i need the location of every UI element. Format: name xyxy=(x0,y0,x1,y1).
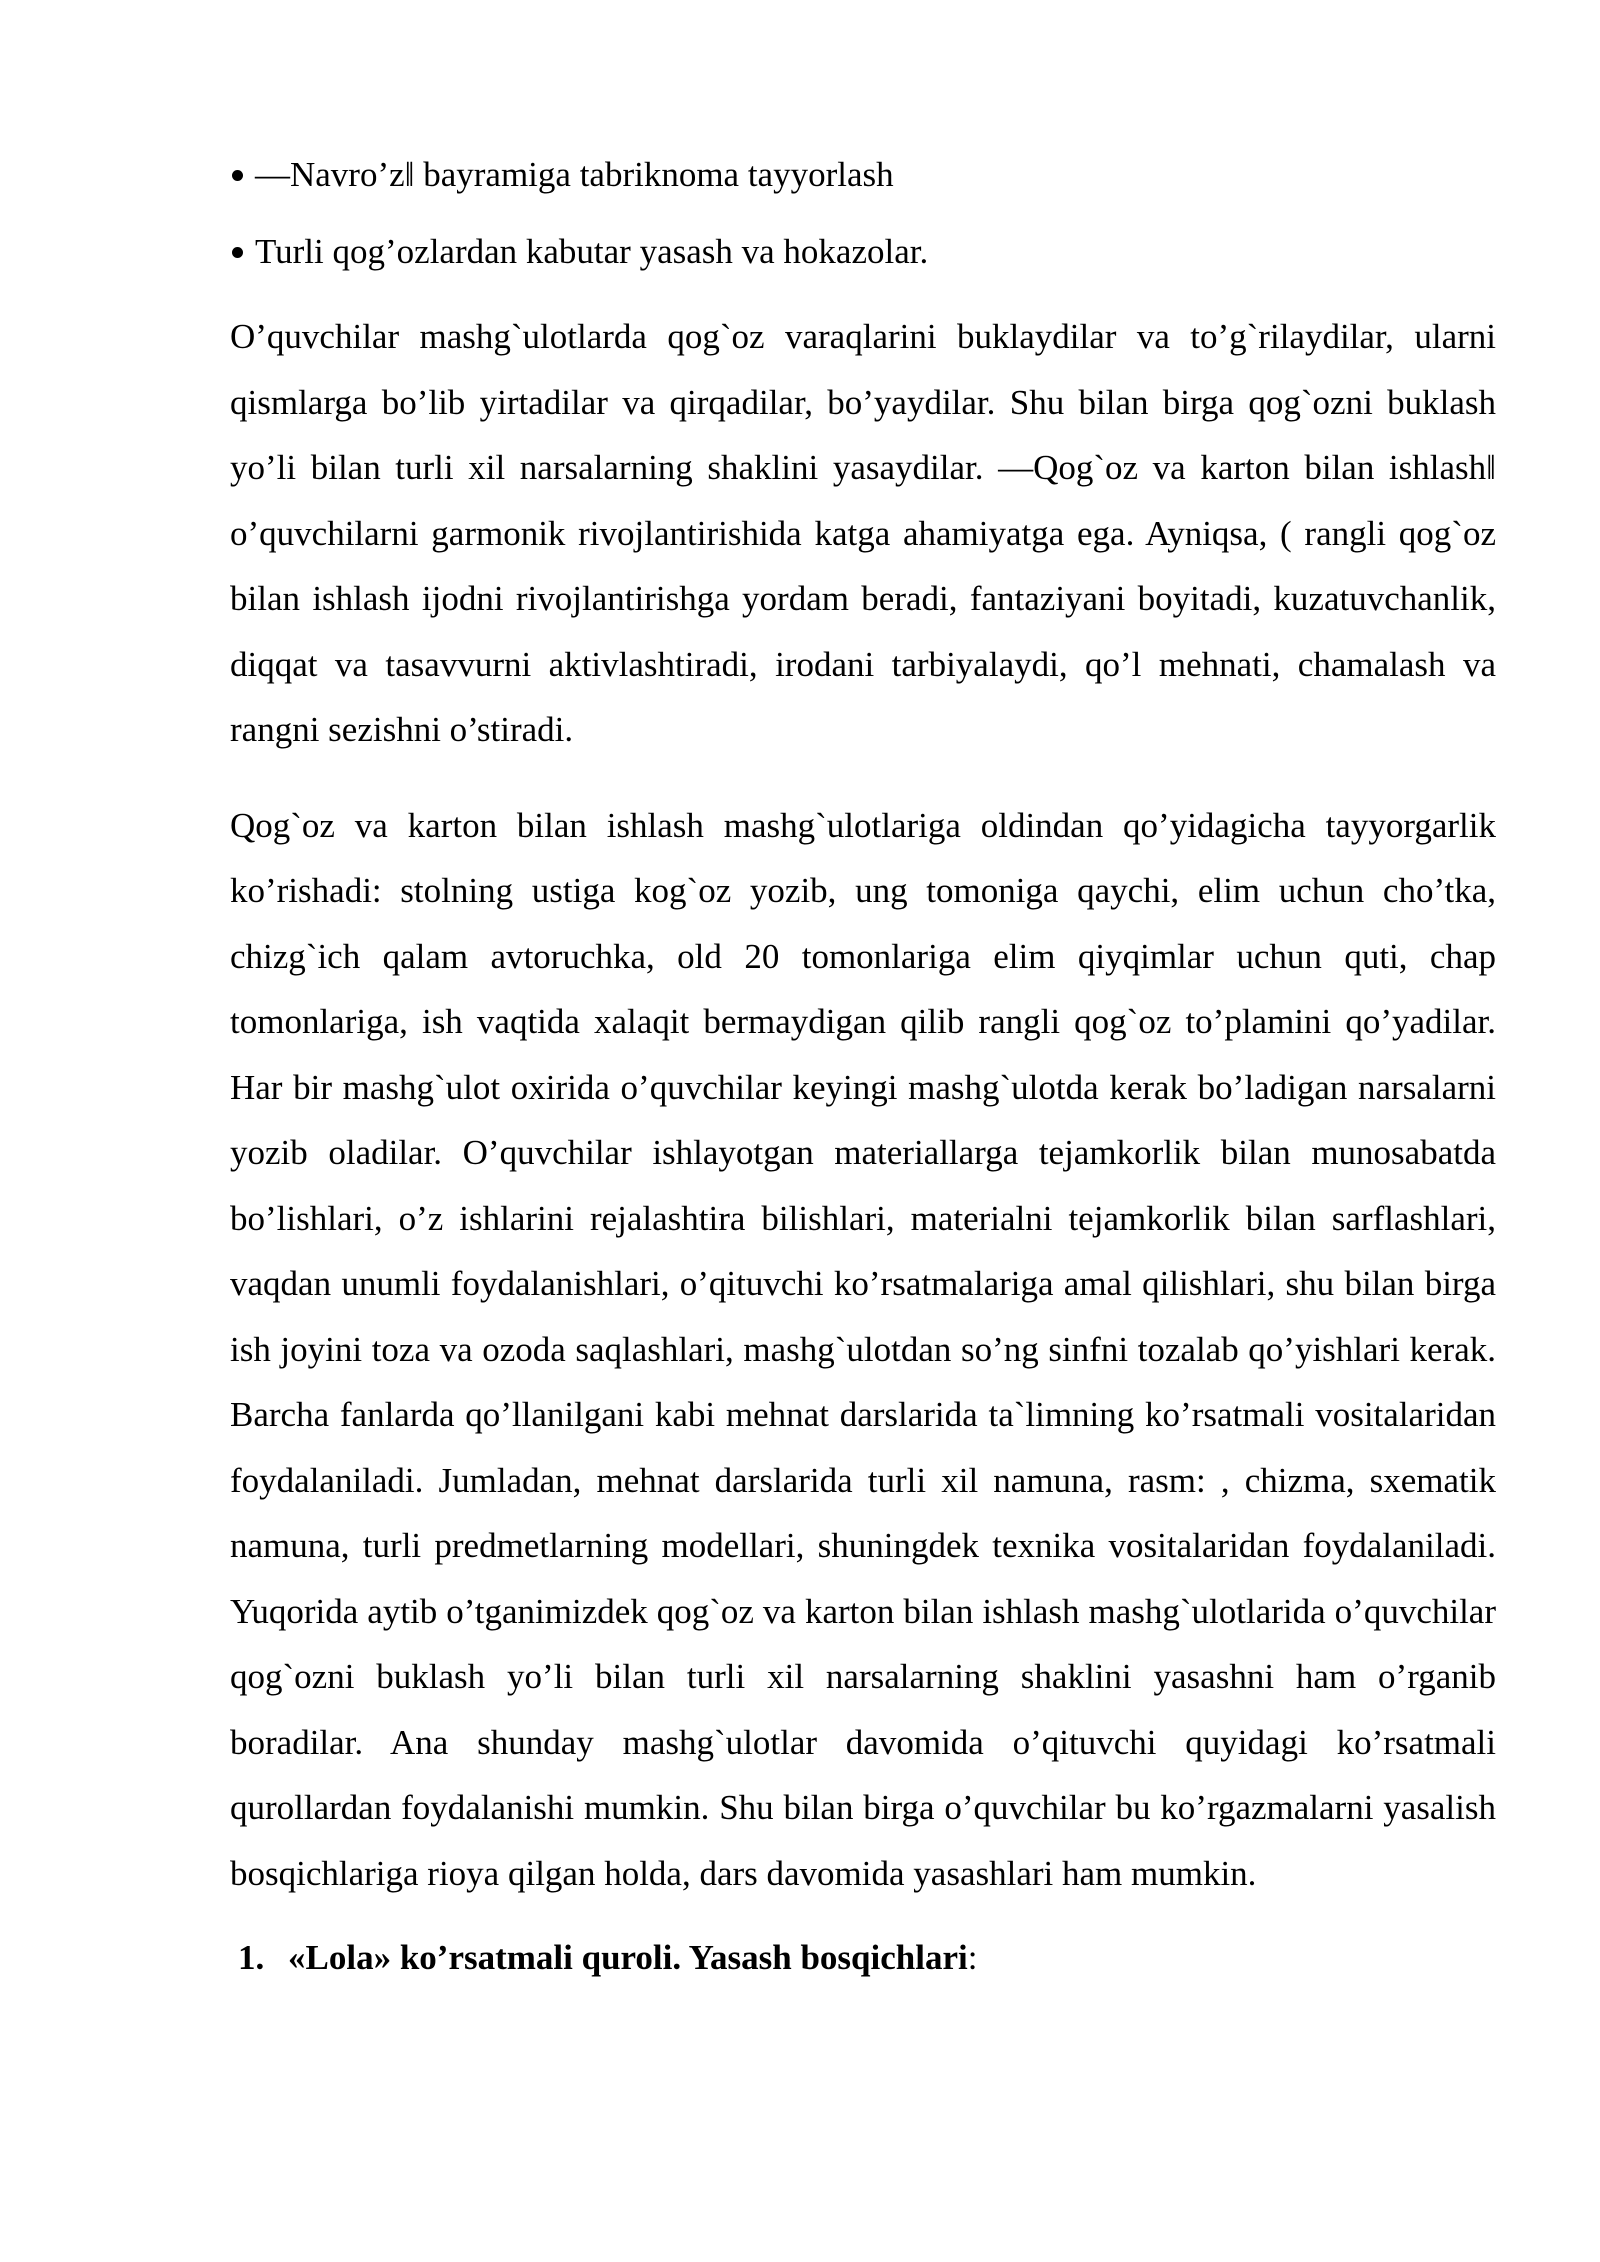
heading-colon: : xyxy=(967,1938,978,1977)
bullet-item xyxy=(230,227,1496,277)
bullet-item xyxy=(230,150,1496,200)
paragraph: O’quvchilar mashg`ulotlarda qog`oz varaqlarini buklaydilar va to’g`rilaydilar, ularni qismlarga bo’lib yirtadilar va qirqadilar, bo’yaydilar. Shu bilan birga qog`ozni buklash yo’li bilan turli xil narsalarning shaklini yasaydilar. —Qog`oz va karton bilan ishlash‖ o’quvchilarni garmonik rivojlantirishida katga ahamiyatga ega. Ayniqsa, ( rangli qog`oz bilan ishlash ijodni rivojlantirishga yordam beradi, fantaziyani boyitadi, kuzatuvchanlik, diqqat va tasavvurni aktivlashtiradi, irodani tarbiyalaydi, qo’l mehnati, chamalash va rangni sezishni o’stiradi. xyxy=(230,317,1496,749)
heading-text: «Lola» ko’rsatmali quroli. Yasash bosqichlari xyxy=(288,1938,968,1977)
bullet-text: —Navro’z‖ bayramiga tabriknoma tayyorlash xyxy=(255,155,894,194)
bullet-icon xyxy=(232,247,243,258)
paragraph: Qog`oz va karton bilan ishlash mashg`ulotlariga oldindan qo’yidagicha tayyorgarlik ko’rishadi: stolning ustiga kog`oz yozib, ung tomoniga qaychi, elim uchun cho’tka, chizg`ich qalam avtoruchka, old 20 tomonlariga elim qiyqimlar uchun quti, chap tomonlariga, ish vaqtida xalaqit bermaydigan qilib rangli qog`oz to’plamini qo’yadilar. Har bir mashg`ulot oxirida o’quvchilar keyingi mashg`ulotda kerak bo’ladigan narsalarni yozib oladilar. O’quvchilar ishlayotgan materiallarga tejamkorlik bilan munosabatda bo’lishlari, o’z ishlarini rejalashtira bilishlari, materialni tejamkorlik bilan sarflashlari, vaqdan unumli foydalanishlari, o’qituvchi ko’rsatmalariga amal qilishlari, shu bilan birga ish joyini toza va ozoda saqlashlari, mashg`ulotdan so’ng sinfni tozalab qo’yishlari kerak. Barcha fanlarda qo’llanilgani kabi mehnat darslarida ta`limning ko’rsatmali vositalaridan foydalaniladi. Jumladan, mehnat darslarida turli xil namuna, rasm: , chizma, sxematik namuna, turli predmetlarning modellari, shuningdek texnika vositalaridan foydalaniladi. Yuqorida aytib o’tganimizdek qog`oz va karton bilan ishlash mashg`ulotlarida o’quvchilar qog`ozni buklash yo’li bilan turli xil narsalarning shaklini yasashni ham o’rganib boradilar. Ana shunday mashg`ulotlar davomida o’qituvchi quyidagi ko’rsatmali qurollardan foydalanishi mumkin. Shu bilan birga o’quvchilar bu ko’rgazmalarni yasalish bosqichlariga rioya qilgan holda, dars davomida yasashlari ham mumkin. xyxy=(230,805,1496,1893)
document-page xyxy=(230,150,1496,1983)
bullet-icon xyxy=(232,170,243,181)
heading-number: 1. xyxy=(238,1938,265,1977)
section-heading xyxy=(238,1933,1496,1983)
bullet-text: Turli qog’ozlardan kabutar yasash va hokazolar. xyxy=(255,232,929,271)
